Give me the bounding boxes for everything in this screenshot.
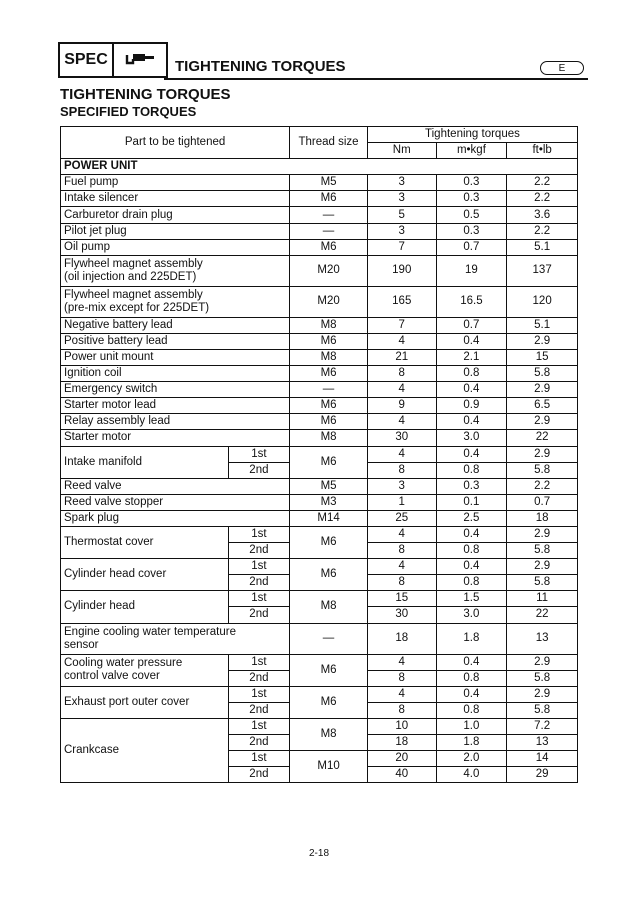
table-row xyxy=(61,414,578,430)
table-row xyxy=(61,255,578,286)
torque-mkgf: 0.4 xyxy=(436,414,507,430)
part-name-line: Starter motor xyxy=(64,431,132,444)
part-name xyxy=(61,223,290,239)
torque-nm: 7 xyxy=(367,239,436,255)
table-row xyxy=(61,686,578,702)
torque-table xyxy=(60,126,578,783)
torque-mkgf: 0.7 xyxy=(436,239,507,255)
torque-mkgf: 0.1 xyxy=(436,494,507,510)
part-name xyxy=(61,654,229,686)
part-name xyxy=(61,510,290,526)
unit-mkgf: m•kgf xyxy=(436,143,507,159)
torque-nm: 8 xyxy=(367,575,436,591)
thread-size: — xyxy=(290,223,368,239)
torque-mkgf: 16.5 xyxy=(436,286,507,317)
torque-mkgf: 1.8 xyxy=(436,623,507,654)
page-number: 2-18 xyxy=(308,848,329,859)
part-name-line: Exhaust port outer cover xyxy=(64,695,190,708)
thread-size: M8 xyxy=(290,591,368,623)
thread-size: M14 xyxy=(290,510,368,526)
torque-mkgf: 0.3 xyxy=(436,478,507,494)
header-thread-size: Thread size xyxy=(290,127,368,159)
torque-ftlb: 3.6 xyxy=(507,207,578,223)
table-row xyxy=(61,430,578,446)
table-row xyxy=(61,317,578,333)
thread-size: M6 xyxy=(290,191,368,207)
part-name xyxy=(61,559,229,591)
torque-ftlb: 29 xyxy=(507,767,578,783)
table-row xyxy=(61,591,578,607)
torque-mkgf: 4.0 xyxy=(436,767,507,783)
step-label: 2nd xyxy=(228,702,290,718)
part-name xyxy=(61,239,290,255)
part-name-line: sensor xyxy=(64,638,99,651)
torque-ftlb: 14 xyxy=(507,751,578,767)
torque-nm: 8 xyxy=(367,366,436,382)
torque-mkgf: 0.5 xyxy=(436,207,507,223)
torque-ftlb: 2.9 xyxy=(507,446,578,462)
torque-mkgf: 0.7 xyxy=(436,317,507,333)
spec-label: SPEC xyxy=(60,44,114,76)
part-name: Crankcase xyxy=(61,718,229,782)
part-name xyxy=(61,686,229,718)
section-label: POWER UNIT xyxy=(61,159,578,175)
thread-size: M8 xyxy=(290,430,368,446)
torque-nm: 4 xyxy=(367,333,436,349)
torque-nm: 30 xyxy=(367,430,436,446)
step-label: 1st xyxy=(228,654,290,670)
torque-nm: 4 xyxy=(367,382,436,398)
part-name xyxy=(61,333,290,349)
part-name xyxy=(61,398,290,414)
torque-mkgf: 0.9 xyxy=(436,398,507,414)
header-tightening-torques: Tightening torques xyxy=(367,127,577,143)
torque-mkgf: 1.8 xyxy=(436,735,507,751)
torque-mkgf: 2.0 xyxy=(436,751,507,767)
torque-mkgf: 0.4 xyxy=(436,333,507,349)
part-name-line: control valve cover xyxy=(64,670,160,683)
torque-nm: 3 xyxy=(367,191,436,207)
table-row xyxy=(61,239,578,255)
torque-nm: 3 xyxy=(367,223,436,239)
torque-ftlb: 5.8 xyxy=(507,543,578,559)
part-name-line: Negative battery lead xyxy=(64,318,173,331)
torque-mkgf: 0.8 xyxy=(436,702,507,718)
torque-ftlb: 2.9 xyxy=(507,414,578,430)
torque-mkgf: 0.4 xyxy=(436,654,507,670)
torque-ftlb: 6.5 xyxy=(507,398,578,414)
torque-nm: 7 xyxy=(367,317,436,333)
torque-nm: 25 xyxy=(367,510,436,526)
torque-mkgf: 0.4 xyxy=(436,559,507,575)
torque-nm: 8 xyxy=(367,543,436,559)
torque-ftlb: 22 xyxy=(507,607,578,623)
torque-nm: 4 xyxy=(367,654,436,670)
torque-nm: 3 xyxy=(367,175,436,191)
table-row xyxy=(61,175,578,191)
table-row xyxy=(61,478,578,494)
torque-nm: 40 xyxy=(367,767,436,783)
part-name-line: (oil injection and 225DET) xyxy=(64,270,197,283)
part-name-line: Cooling water pressure xyxy=(64,657,183,670)
part-name-line: Reed valve xyxy=(64,479,122,492)
thread-size: M6 xyxy=(290,398,368,414)
torque-mkgf: 3.0 xyxy=(436,607,507,623)
thread-size: — xyxy=(290,623,368,654)
language-badge: E xyxy=(540,61,584,75)
thread-size: M6 xyxy=(290,686,368,718)
part-name-line: Cylinder head xyxy=(64,600,135,613)
part-name xyxy=(61,382,290,398)
thread-size: M6 xyxy=(290,559,368,591)
part-name xyxy=(61,526,229,558)
torque-ftlb: 2.9 xyxy=(507,333,578,349)
torque-ftlb: 2.9 xyxy=(507,686,578,702)
part-name xyxy=(61,494,290,510)
torque-nm: 9 xyxy=(367,398,436,414)
torque-nm: 18 xyxy=(367,735,436,751)
part-name xyxy=(61,430,290,446)
torque-mkgf: 0.8 xyxy=(436,462,507,478)
part-name xyxy=(61,623,290,654)
unit-nm: Nm xyxy=(367,143,436,159)
page-subtitle: SPECIFIED TORQUES xyxy=(60,104,197,119)
thread-size: M6 xyxy=(290,654,368,686)
torque-ftlb: 5.1 xyxy=(507,317,578,333)
part-name-line: Cylinder head cover xyxy=(64,568,167,581)
part-name-line: Starter motor lead xyxy=(64,399,157,412)
part-name-line: Thermostat cover xyxy=(64,536,154,549)
table-row xyxy=(61,510,578,526)
table-row xyxy=(61,223,578,239)
table-row xyxy=(61,349,578,365)
torque-mkgf: 0.3 xyxy=(436,191,507,207)
table-row xyxy=(61,494,578,510)
torque-nm: 3 xyxy=(367,478,436,494)
thread-size: M20 xyxy=(290,286,368,317)
torque-nm: 8 xyxy=(367,462,436,478)
torque-mkgf: 1.0 xyxy=(436,718,507,734)
torque-mkgf: 0.8 xyxy=(436,670,507,686)
torque-ftlb: 120 xyxy=(507,286,578,317)
torque-ftlb: 11 xyxy=(507,591,578,607)
part-name-line: Emergency switch xyxy=(64,383,158,396)
torque-mkgf: 0.3 xyxy=(436,223,507,239)
part-name xyxy=(61,446,229,478)
part-name xyxy=(61,286,290,317)
torque-ftlb: 13 xyxy=(507,623,578,654)
torque-nm: 8 xyxy=(367,702,436,718)
step-label: 1st xyxy=(228,751,290,767)
torque-ftlb: 2.9 xyxy=(507,559,578,575)
torque-mkgf: 1.5 xyxy=(436,591,507,607)
torque-mkgf: 0.8 xyxy=(436,366,507,382)
thread-size: M5 xyxy=(290,478,368,494)
torque-nm: 4 xyxy=(367,414,436,430)
torque-mkgf: 0.8 xyxy=(436,575,507,591)
table-row xyxy=(61,623,578,654)
part-name xyxy=(61,191,290,207)
part-name-line: Ignition coil xyxy=(64,367,122,380)
torque-mkgf: 2.5 xyxy=(436,510,507,526)
header-part: Part to be tightened xyxy=(61,127,290,159)
wrench-icon xyxy=(114,44,168,76)
step-label: 2nd xyxy=(228,767,290,783)
table-row xyxy=(61,398,578,414)
page-title: TIGHTENING TORQUES xyxy=(60,86,231,103)
thread-size: M6 xyxy=(290,366,368,382)
step-label: 1st xyxy=(228,526,290,542)
step-label: 2nd xyxy=(228,735,290,751)
torque-ftlb: 2.9 xyxy=(507,654,578,670)
part-name xyxy=(61,317,290,333)
torque-ftlb: 2.2 xyxy=(507,223,578,239)
section-row xyxy=(61,159,578,175)
torque-nm: 165 xyxy=(367,286,436,317)
thread-size: — xyxy=(290,382,368,398)
torque-nm: 18 xyxy=(367,623,436,654)
table-row xyxy=(61,191,578,207)
part-name-line: Reed valve stopper xyxy=(64,495,164,508)
part-name-line: Flywheel magnet assembly xyxy=(64,257,203,270)
torque-nm: 20 xyxy=(367,751,436,767)
torque-mkgf: 0.4 xyxy=(436,382,507,398)
thread-size: M6 xyxy=(290,333,368,349)
step-label: 1st xyxy=(228,686,290,702)
part-name xyxy=(61,591,229,623)
step-label: 2nd xyxy=(228,670,290,686)
thread-size: M8 xyxy=(290,349,368,365)
torque-mkgf: 0.4 xyxy=(436,446,507,462)
torque-mkgf: 2.1 xyxy=(436,349,507,365)
step-label: 1st xyxy=(228,718,290,734)
part-name-line: Engine cooling water temperature xyxy=(64,625,236,638)
part-name xyxy=(61,366,290,382)
torque-mkgf: 0.4 xyxy=(436,686,507,702)
torque-nm: 4 xyxy=(367,559,436,575)
table-row xyxy=(61,207,578,223)
thread-size: — xyxy=(290,207,368,223)
step-label: 2nd xyxy=(228,607,290,623)
step-label: 1st xyxy=(228,591,290,607)
torque-ftlb: 0.7 xyxy=(507,494,578,510)
spec-header-box xyxy=(58,42,168,78)
thread-size: M3 xyxy=(290,494,368,510)
torque-ftlb: 2.2 xyxy=(507,478,578,494)
part-name xyxy=(61,349,290,365)
torque-mkgf: 0.4 xyxy=(436,526,507,542)
torque-nm: 190 xyxy=(367,255,436,286)
part-name-line: Oil pump xyxy=(64,240,111,253)
torque-mkgf: 19 xyxy=(436,255,507,286)
torque-ftlb: 15 xyxy=(507,349,578,365)
step-label: 2nd xyxy=(228,462,290,478)
section-title: TIGHTENING TORQUES xyxy=(175,58,346,75)
torque-ftlb: 5.8 xyxy=(507,670,578,686)
part-name xyxy=(61,255,290,286)
thread-size: M6 xyxy=(290,526,368,558)
torque-nm: 10 xyxy=(367,718,436,734)
part-name-line: Relay assembly lead xyxy=(64,415,171,428)
torque-nm: 4 xyxy=(367,686,436,702)
step-label: 1st xyxy=(228,559,290,575)
thread-size: M6 xyxy=(290,414,368,430)
part-name-line: Spark plug xyxy=(64,511,119,524)
table-row xyxy=(61,286,578,317)
table-row xyxy=(61,382,578,398)
torque-nm: 15 xyxy=(367,591,436,607)
torque-ftlb: 22 xyxy=(507,430,578,446)
step-label: 2nd xyxy=(228,543,290,559)
thread-size: M6 xyxy=(290,239,368,255)
thread-size: M8 xyxy=(290,317,368,333)
torque-ftlb: 5.1 xyxy=(507,239,578,255)
part-name-line: Flywheel magnet assembly xyxy=(64,288,203,301)
table-row xyxy=(61,654,578,670)
header-rule xyxy=(164,78,588,80)
torque-nm: 4 xyxy=(367,526,436,542)
part-name-line: Power unit mount xyxy=(64,350,154,363)
torque-ftlb: 2.2 xyxy=(507,175,578,191)
torque-ftlb: 2.2 xyxy=(507,191,578,207)
step-label: 1st xyxy=(228,446,290,462)
torque-mkgf: 3.0 xyxy=(436,430,507,446)
torque-ftlb: 7.2 xyxy=(507,718,578,734)
torque-nm: 4 xyxy=(367,446,436,462)
thread-size: M8 xyxy=(290,718,368,750)
torque-mkgf: 0.3 xyxy=(436,175,507,191)
thread-size: M20 xyxy=(290,255,368,286)
part-name-line: Intake silencer xyxy=(64,192,139,205)
thread-size: M10 xyxy=(290,751,368,783)
torque-nm: 1 xyxy=(367,494,436,510)
table-row xyxy=(61,526,578,542)
part-name xyxy=(61,207,290,223)
torque-ftlb: 2.9 xyxy=(507,526,578,542)
torque-ftlb: 18 xyxy=(507,510,578,526)
torque-ftlb: 5.8 xyxy=(507,366,578,382)
torque-ftlb: 5.8 xyxy=(507,462,578,478)
torque-nm: 8 xyxy=(367,670,436,686)
part-name-line: (pre-mix except for 225DET) xyxy=(64,301,210,314)
torque-ftlb: 137 xyxy=(507,255,578,286)
part-name-line: Pilot jet plug xyxy=(64,224,127,237)
part-name-line: Intake manifold xyxy=(64,455,142,468)
unit-ftlb: ft•lb xyxy=(507,143,578,159)
part-name xyxy=(61,478,290,494)
part-name-line: Carburetor drain plug xyxy=(64,208,173,221)
torque-ftlb: 2.9 xyxy=(507,382,578,398)
torque-nm: 21 xyxy=(367,349,436,365)
torque-ftlb: 13 xyxy=(507,735,578,751)
part-name-line: Positive battery lead xyxy=(64,334,168,347)
table-row xyxy=(61,333,578,349)
torque-ftlb: 5.8 xyxy=(507,702,578,718)
torque-mkgf: 0.8 xyxy=(436,543,507,559)
part-name-line: Fuel pump xyxy=(64,176,119,189)
torque-nm: 5 xyxy=(367,207,436,223)
thread-size: M5 xyxy=(290,175,368,191)
table-row xyxy=(61,446,578,462)
torque-ftlb: 5.8 xyxy=(507,575,578,591)
step-label: 2nd xyxy=(228,575,290,591)
table-row xyxy=(61,559,578,575)
torque-nm: 30 xyxy=(367,607,436,623)
part-name xyxy=(61,414,290,430)
table-row xyxy=(61,366,578,382)
part-name xyxy=(61,175,290,191)
thread-size: M6 xyxy=(290,446,368,478)
table-row xyxy=(61,718,578,734)
